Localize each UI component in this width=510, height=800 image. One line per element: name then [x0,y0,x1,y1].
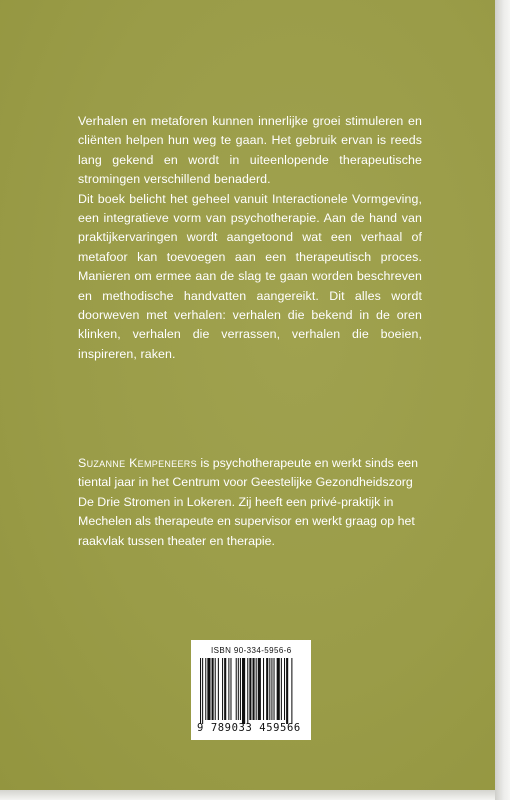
barcode-box [191,640,311,740]
barcode-bar [224,658,226,720]
barcode-bar [215,658,216,720]
page-bottom-edge [0,790,495,800]
barcode-bar [256,658,257,720]
barcode-bar [281,658,282,720]
barcode-bar [253,658,255,720]
barcode-bar [222,658,223,720]
barcode-image [200,658,302,724]
barcode-bar [269,658,270,720]
barcode-bar [249,658,251,720]
blurb [78,112,422,364]
barcode-bar [212,658,214,720]
barcode-bar [230,658,231,720]
barcode-bar [202,658,203,724]
blurb-paragraph-2: Dit boek belicht het geheel vanuit Interactionele Vormgeving, een integratieve vorm van psychotherapie. Aan de hand van praktijkervaringen wordt aangetoond wat een verhaal of metafoor kan toevoegen aan een therapeutisch proces. Manieren om ermee aan de slag te gaan worden beschreven en methodische handvatten aangereikt. Dit alles wordt doorweven met verhalen: verhalen die bekend in de oren klinken, verhalen die verrassen, verhalen die boeien, inspireren, raken. [78,191,422,361]
barcode-bar [271,658,272,720]
barcode-bar [286,658,288,724]
barcode-bar [258,658,261,720]
barcode-bar [291,658,292,724]
barcode-bar [247,658,248,724]
barcode-bar [236,658,237,720]
author-name: Suzanne Kempeneers [78,456,197,470]
barcode-bar [207,658,210,720]
barcode-bar [277,658,280,720]
barcode-bar [200,658,201,724]
author-bio [78,454,422,551]
barcode-bar [238,658,239,720]
barcode-bar [205,658,206,720]
barcode-bar [274,658,275,720]
barcode-bar [242,658,245,724]
barcode-bar [218,658,219,720]
barcode-bar [284,658,285,720]
page-edge [495,0,510,800]
blurb-paragraph-1: Verhalen en metaforen kunnen innerlijke groei stimuleren en cliënten helpen hun weg te gaan. Het gebruik ervan is reeds lang gekend en wordt in uiteenlopende therapeutische stromingen verschillend benaderd. [78,114,422,187]
author-bio-body: is psychotherapeute en werkt sinds een tiental jaar in het Centrum voor Geestelijke Gezondheidszorg De Drie Stromen in Lokeren. Zij heeft een privé-praktijk in Mechelen als therapeute en supervisor en werkt graag op het raakvlak tussen theater en therapie. [78,456,418,548]
barcode-bar [266,658,268,720]
barcode-digits: 9 789033 459566 [197,722,301,734]
barcode-bar [263,658,264,720]
isbn-label: ISBN 90-334-5956-6 [211,646,292,655]
author-bio-text [78,454,422,551]
barcode-bar [240,658,241,720]
barcode-bar [228,658,229,720]
